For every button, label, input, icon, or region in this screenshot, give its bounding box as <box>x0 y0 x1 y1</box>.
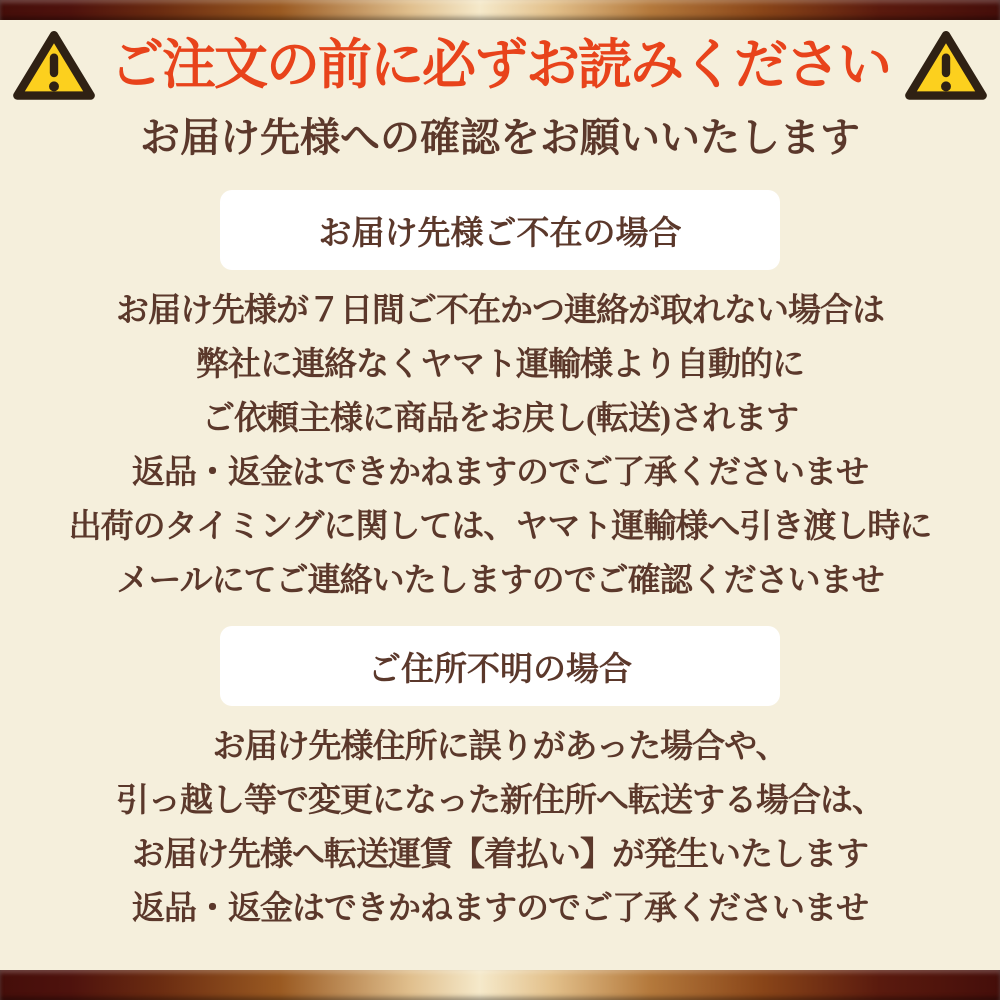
page-title: ご注文の前に必ずお読みください <box>110 35 890 95</box>
body-line: ご依頼主様に商品をお戻し(転送)されます <box>202 401 798 437</box>
body-line: 返品・返金はできかねますのでご了承くださいませ <box>132 891 868 927</box>
top-decor-bar <box>0 0 1000 20</box>
warning-triangle-icon <box>904 28 988 102</box>
section-heading-address-unknown <box>220 626 780 706</box>
warning-triangle-icon <box>12 28 96 102</box>
body-line: お届け先様住所に誤りがあった場合や、 <box>212 729 788 765</box>
section-heading-label: お届け先様ご不在の場合 <box>318 215 682 252</box>
section-heading-label: ご住所不明の場合 <box>368 651 632 688</box>
body-line: 返品・返金はできかねますのでご了承くださいませ <box>132 455 868 491</box>
body-line: 弊社に連絡なくヤマト運輸様より自動的に <box>196 347 804 383</box>
body-line: 出荷のタイミングに関しては、ヤマト運輸様へ引き渡し時に <box>68 509 932 545</box>
section-heading-recipient-absent <box>220 190 780 270</box>
bottom-decor-bar <box>0 970 1000 1000</box>
section-body-address-unknown <box>0 720 1000 936</box>
body-line: お届け先様が７日間ご不在かつ連絡が取れない場合は <box>116 293 884 329</box>
body-line: お届け先様へ転送運賃【着払い】が発生いたします <box>132 837 868 873</box>
section-body-recipient-absent <box>0 284 1000 608</box>
page-title-row <box>0 26 1000 104</box>
page-subtitle: お届け先様への確認をお願いいたします <box>140 115 860 160</box>
body-line: 引っ越し等で変更になった新住所へ転送する場合は、 <box>116 783 884 819</box>
body-line: メールにてご連絡いたしますのでご確認くださいませ <box>116 563 884 599</box>
